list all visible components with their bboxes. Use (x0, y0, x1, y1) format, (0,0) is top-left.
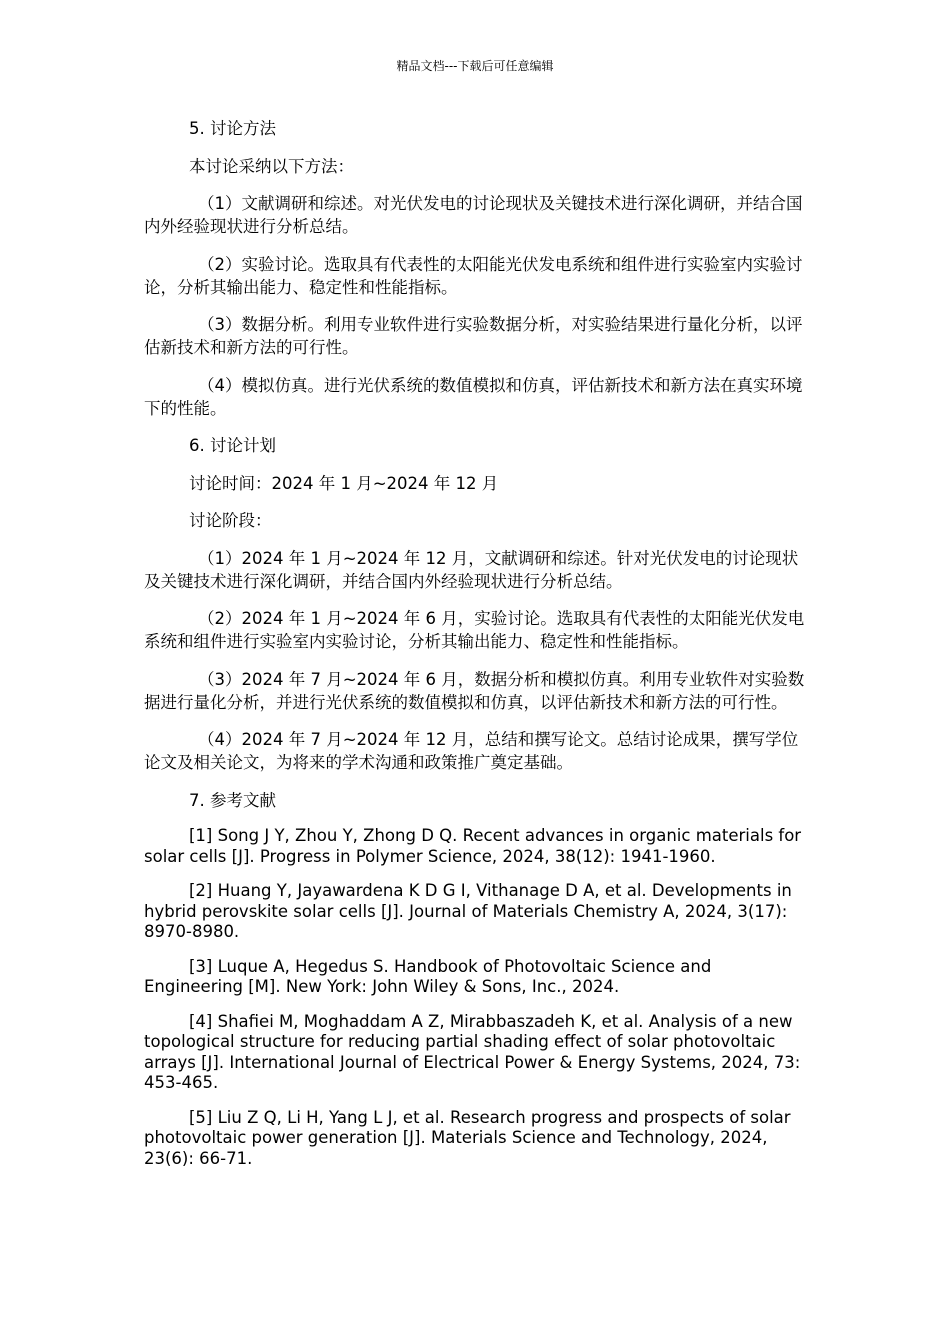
method-item: （2）实验讨论。选取具有代表性的太阳能光伏发电系统和组件进行实验室内实验讨论，分析其输出能力、稳定性和性能指标。 (144, 254, 803, 297)
stage-item: （2）2024 年 1 月~2024 年 6 月，实验讨论。选取具有代表性的太阳能光伏发电系统和组件进行实验室内实验讨论，分析其输出能力、稳定性和性能指标。 (144, 609, 805, 651)
stage-item: （4）2024 年 7 月~2024 年 12 月，总结和撰写论文。总结讨论成果，撰写学位论文及相关论文，为将来的学术沟通和政策推广奠定基础。 (144, 730, 799, 772)
method-item: （4）模拟仿真。进行光伏系统的数值模拟和仿真，评估新技术和新方法在真实环境下的性能。 (144, 375, 803, 418)
section-7-heading: 7. 参考文献 (189, 790, 276, 810)
reference-item: [2] Huang Y, Jayawardena K D G I, Vithanage D A, et al. Developments in hybrid perovskite solar cells [J]. Journal of Materials Chemistry A, 2024, 3(17): 8970-8980. (144, 881, 792, 941)
reference-item: [1] Song J Y, Zhou Y, Zhong D Q. Recent advances in organic materials for solar cells [J]. Progress in Polymer Science, 2024, 38(12): 1941-1960. (144, 826, 802, 866)
section-6-heading: 6. 讨论计划 (189, 436, 276, 455)
reference-item: [3] Luque A, Hegedus S. Handbook of Photovoltaic Science and Engineering [M]. New York: John Wiley & Sons, Inc., 2024. (144, 956, 712, 996)
stages-label: 讨论阶段： (189, 511, 272, 530)
research-time: 讨论时间：2024 年 1 月~2024 年 12 月 (189, 473, 499, 493)
method-item: （1）文献调研和综述。对光伏发电的讨论现状及关键技术进行深化调研，并结合国内外经验现状进行分析总结。 (144, 194, 803, 236)
reference-item: [5] Liu Z Q, Li H, Yang L J, et al. Research progress and prospects of solar photovoltaic power generation [J]. Materials Science and Technology, 2024, 23(6): 66-71. (144, 1107, 791, 1168)
header-note: 精品文档---下载后可任意编辑 (396, 59, 554, 73)
stage-item: （1）2024 年 1 月~2024 年 12 月，文献调研和综述。针对光伏发电的讨论现状及关键技术进行深化调研，并结合国内外经验现状进行分析总结。 (144, 548, 799, 591)
stage-item: （3）2024 年 7 月~2024 年 6 月，数据分析和模拟仿真。利用专业软件对实验数据进行量化分析，并进行光伏系统的数值模拟和仿真，以评估新技术和新方法的可行性。 (144, 669, 805, 712)
section-5-heading: 5. 讨论方法 (189, 119, 276, 138)
reference-item: [4] Shafiei M, Moghaddam A Z, Mirabbaszadeh K, et al. Analysis of a new topological structure for reducing partial shading effect of solar photovoltaic arrays [J]. International Journal of Electrical Power & Energy Systems, 2024, 73: 453-465. (144, 1011, 801, 1092)
document-body (144, 117, 806, 1183)
section-5-intro: 本讨论采纳以下方法： (189, 156, 354, 176)
method-item: （3）数据分析。利用专业软件进行实验数据分析，对实验结果进行量化分析，以评估新技术和新方法的可行性。 (144, 315, 803, 357)
